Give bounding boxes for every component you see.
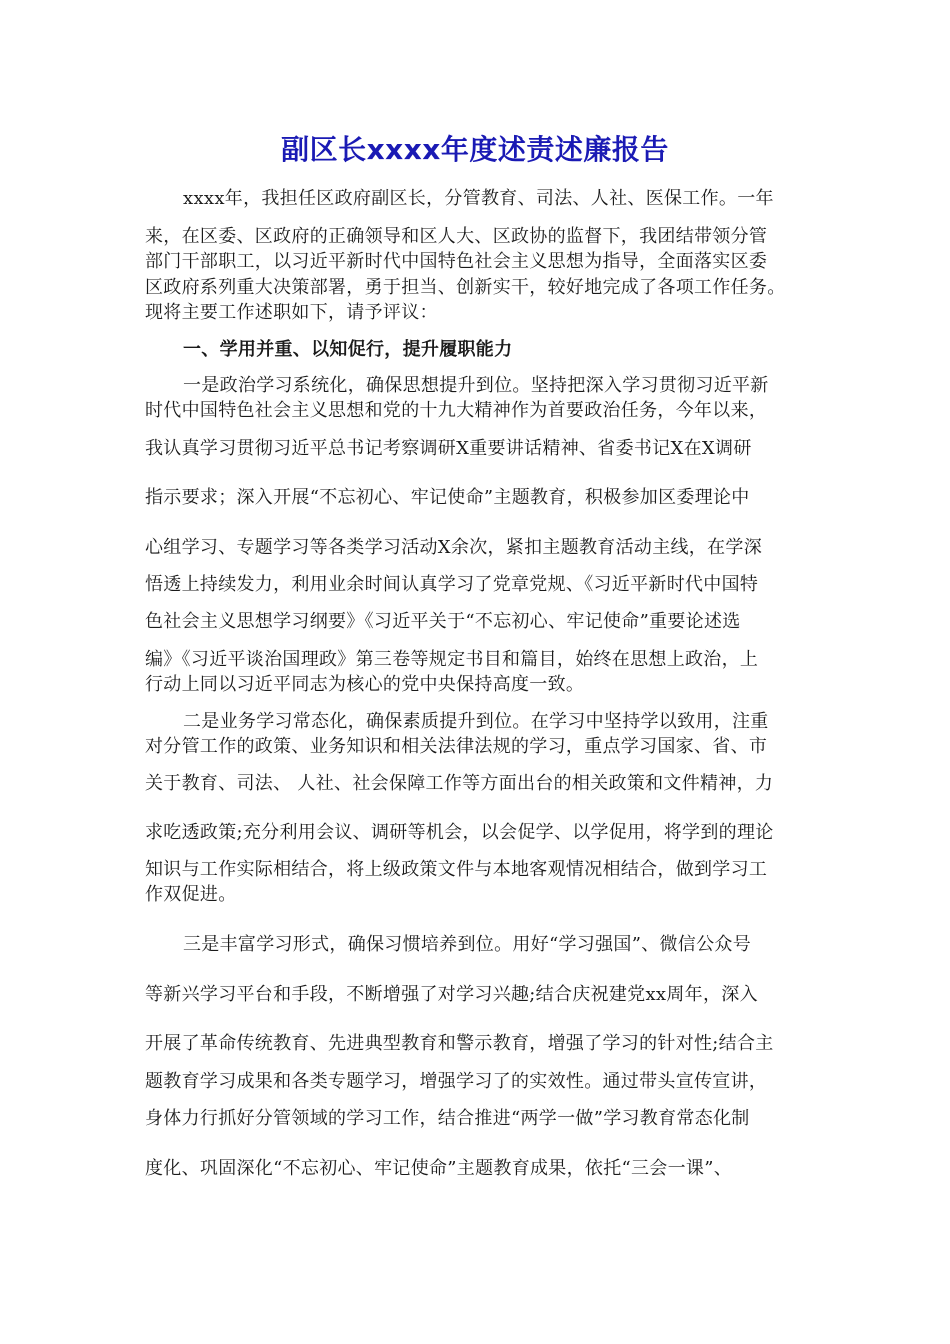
paragraph-line: 度化、巩固深化“不忘初心、牢记使命”主题教育成果，依托“三会一课”、 xyxy=(145,1158,733,1179)
paragraph-line: 求吃透政策;充分利用会议、调研等机会，以会促学、以学促用，将学到的理论 xyxy=(145,822,774,843)
paragraph-line: 指示要求；深入开展“不忘初心、牢记使命”主题教育，积极参加区委理论中 xyxy=(145,487,750,508)
paragraph-line: 时代中国特色社会主义思想和党的十九大精神作为首要政治任务，今年以来， xyxy=(145,400,768,421)
document-title: 副区长xxxx年度述责述廉报告 xyxy=(281,133,669,166)
paragraph-line: 三是丰富学习形式，确保习惯培养到位。用好“学习强国”、微信公众号 xyxy=(183,934,752,955)
paragraph-line: xxxx年，我担任区政府副区长，分管教育、司法、人社、医保工作。一年 xyxy=(183,188,774,209)
paragraph-line: 我认真学习贯彻习近平总书记考察调研X重要讲话精神、省委书记X在X调研 xyxy=(145,438,752,459)
paragraph-line: 区政府系列重大决策部署，勇于担当、创新实干，较好地完成了各项工作任务。 xyxy=(145,277,786,298)
paragraph-line: 二是业务学习常态化，确保素质提升到位。在学习中坚持学以致用，注重 xyxy=(183,711,769,732)
paragraph-line: 编》《习近平谈治国理政》第三卷等规定书目和篇目，始终在思想上政治，上 xyxy=(145,649,759,670)
paragraph-line: 部门干部职工，以习近平新时代中国特色社会主义思想为指导，全面落实区委 xyxy=(145,251,768,272)
paragraph-line: 一是政治学习系统化，确保思想提升到位。坚持把深入学习贯彻习近平新 xyxy=(183,375,769,396)
paragraph-line: 作双促进。 xyxy=(145,884,237,905)
paragraph-line: 身体力行抓好分管领域的学习工作，结合推进“两学一做”学习教育常态化制 xyxy=(145,1108,750,1129)
paragraph-line: 对分管工作的政策、业务知识和相关法律法规的学习，重点学习国家、省、市 xyxy=(145,736,768,757)
paragraph-line: 知识与工作实际相结合，将上级政策文件与本地客观情况相结合，做到学习工 xyxy=(145,859,768,880)
paragraph-line: 现将主要工作述职如下，请予评议： xyxy=(145,302,438,323)
paragraph-line: 行动上同以习近平同志为核心的党中央保持高度一致。 xyxy=(145,674,585,695)
section-heading: 一、学用并重、以知促行，提升履职能力 xyxy=(183,339,513,360)
paragraph-line: 色社会主义思想学习纲要》《习近平关于“不忘初心、牢记使命”重要论述选 xyxy=(145,611,741,632)
paragraph-line: 悟透上持续发力，利用业余时间认真学习了党章党规、《习近平新时代中国特 xyxy=(145,574,759,595)
paragraph-line: 关于教育、司法、 人社、社会保障工作等方面出台的相关政策和文件精神，力 xyxy=(145,773,774,794)
paragraph-line: 心组学习、专题学习等各类学习活动X余次，紧扣主题教育活动主线，在学深 xyxy=(145,537,763,558)
paragraph-line: 来，在区委、区政府的正确领导和区人大、区政协的监督下，我团结带领分管 xyxy=(145,226,768,247)
paragraph-line: 等新兴学习平台和手段，不断增强了对学习兴趣;结合庆祝建党xx周年，深入 xyxy=(145,984,758,1005)
paragraph-line: 开展了革命传统教育、先进典型教育和警示教育，增强了学习的针对性;结合主 xyxy=(145,1033,774,1054)
paragraph-line: 题教育学习成果和各类专题学习，增强学习了的实效性。通过带头宣传宣讲， xyxy=(145,1071,768,1092)
